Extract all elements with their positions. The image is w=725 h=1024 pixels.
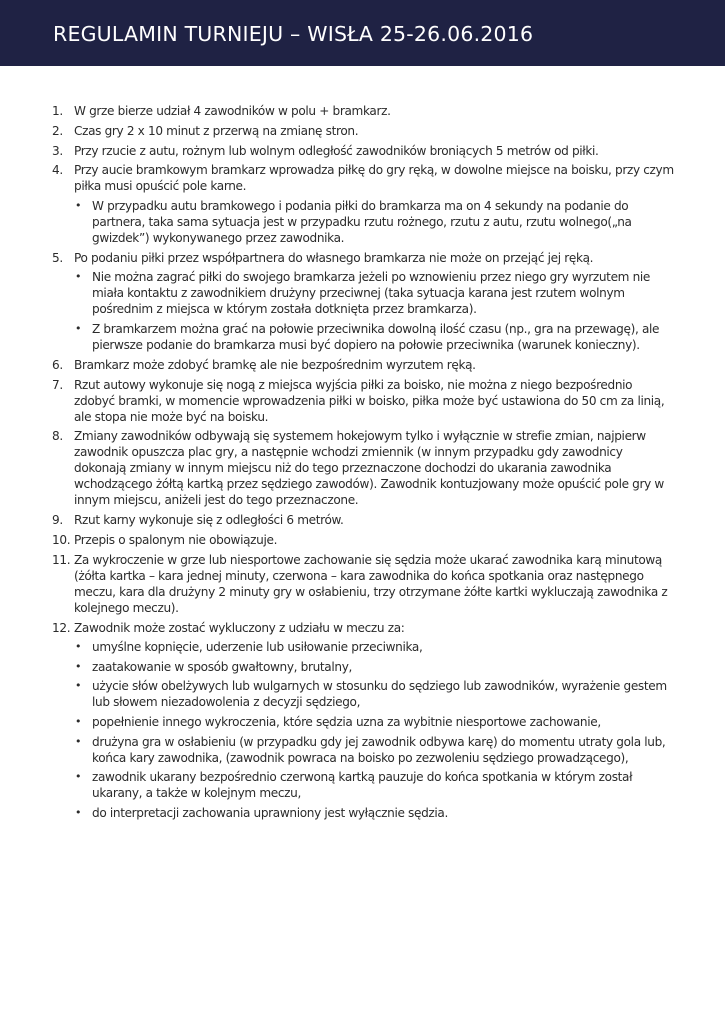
rule-number: 6.	[52, 357, 63, 372]
rule-subitem-text: Nie można zagrać piłki do swojego bramkarza jeżeli po wznowieniu przez niego gry wyrzutem nie miała kontaktu z zawodnikiem drużyny przeciwnej (taka sytuacja karana jest rzutem wolnym pośrednim z miejsca w którym została dotknięta przez bramkarza).	[92, 270, 651, 317]
rule-body	[74, 512, 674, 528]
rule-text: Przy rzucie z autu, rożnym lub wolnym odległość zawodników broniących 5 metrów od piłki.	[74, 143, 599, 158]
rule-body	[74, 620, 674, 821]
bullet-icon: •	[75, 770, 82, 784]
rule-body	[74, 162, 674, 246]
rule-item	[52, 620, 674, 821]
rule-body	[74, 532, 674, 548]
rule-item	[52, 552, 674, 616]
rule-item	[52, 428, 674, 508]
rule-text: Rzut karny wykonuje się z odległości 6 metrów.	[74, 513, 344, 528]
rule-number: 10.	[52, 532, 71, 547]
bullet-icon: •	[75, 640, 82, 654]
rule-text: Zawodnik może zostać wykluczony z udziału w meczu za:	[74, 620, 405, 635]
rule-subitem-text: zaatakowanie w sposób gwałtowny, brutalny,	[92, 659, 352, 674]
rule-body	[74, 123, 674, 139]
rule-subitem-text: umyślne kopnięcie, uderzenie lub usiłowanie przeciwnika,	[92, 640, 423, 655]
rule-text: Przy aucie bramkowym bramkarz wprowadza piłkę do gry ręką, w dowolne miejsce na boisku, przy czym piłka musi opuścić pole karne.	[74, 163, 674, 194]
bullet-icon: •	[75, 679, 82, 693]
rule-subitem-text: W przypadku autu bramkowego i podania piłki do bramkarza ma on 4 sekundy na podanie do partnera, taka sama sytuacja jest w przypadku rzutu rożnego, rzutu z autu, rzutu wolnego(„na gwizdek”) wykonywanego przez zawodnika.	[92, 198, 632, 245]
rule-subitem-text: do interpretacji zachowania uprawniony jest wyłącznie sędzia.	[92, 805, 448, 820]
rule-subitem-text: popełnienie innego wykroczenia, które sędzia uzna za wybitnie niesportowe zachowanie,	[92, 714, 601, 729]
rule-subitem	[74, 321, 674, 353]
bullet-icon: •	[75, 714, 82, 728]
rule-text: Za wykroczenie w grze lub niesportowe zachowanie się sędzia może ukarać zawodnika karą minutową (żółta kartka – kara jednej minuty, czerwona – kara zawodnika do końca spotkania oraz następnego meczu, kara dla drużyny 2 minuty gry w osłabieniu, trzy otrzymane żółte kartki wykluczają zawodnika z kolejnego meczu).	[74, 552, 668, 615]
rule-number: 3.	[52, 143, 63, 158]
rule-body	[74, 250, 674, 353]
rule-body	[74, 143, 674, 159]
rule-text: W grze bierze udział 4 zawodników w polu + bramkarz.	[74, 104, 391, 118]
bullet-icon: •	[75, 270, 82, 284]
rule-body	[74, 357, 674, 373]
rule-subitem	[74, 639, 674, 655]
rule-number: 11.	[52, 552, 71, 567]
rule-subitem	[74, 659, 674, 675]
rule-number: 12.	[52, 620, 71, 635]
rule-subitem	[74, 269, 674, 317]
rule-subitem	[74, 805, 674, 821]
rule-item	[52, 250, 674, 353]
rule-text: Zmiany zawodników odbywają się systemem hokejowym tylko i wyłącznie w strefie zmian, najpierw zawodnik opuszcza plac gry, a następnie wchodzi zmiennik (w innym przypadku gdy zawodnicy dokonają zmiany w innym miejscu niż do tego przeznaczone dochodzi do ukarania zawodnika wchodzącego żółtą kartką przez sędziego zawodów). Zawodnik kontuzjowany może opuścić pole gry w innym miejscu, aniżeli jest do tego przeznaczone.	[74, 429, 664, 508]
bullet-icon: •	[75, 198, 82, 212]
rule-item	[52, 532, 674, 548]
rule-number: 5.	[52, 250, 63, 265]
bullet-icon: •	[75, 734, 82, 748]
rule-body	[74, 377, 674, 425]
rule-subitem-text: drużyna gra w osłabieniu (w przypadku gdy jej zawodnik odbywa karę) do momentu utraty gola lub, końca kary zawodnika, (zawodnik powraca na boisko po zezwoleniu sędziego prowadzącego),	[92, 734, 666, 765]
rule-item	[52, 512, 674, 528]
bullet-icon: •	[75, 321, 82, 335]
rule-subitem	[74, 198, 674, 246]
rule-subitem	[74, 678, 674, 710]
rule-subitem	[74, 734, 674, 766]
rule-number: 2.	[52, 123, 63, 138]
rule-subitem-text: zawodnik ukarany bezpośrednio czerwoną kartką pauzuje do końca spotkania w którym został ukarany, a także w kolejnym meczu,	[92, 770, 633, 801]
rule-subitem-text: Z bramkarzem można grać na połowie przeciwnika dowolną ilość czasu (np., gra na przewagę), ale pierwsze podanie do bramkarza musi być dopiero na połowie przeciwnika (warunek konieczny).	[92, 321, 660, 352]
rule-text: Po podaniu piłki przez współpartnera do własnego bramkarza nie może on przejąć jej ręką.	[74, 250, 594, 265]
rule-subitem	[74, 714, 674, 730]
rule-item	[52, 377, 674, 425]
rule-item	[52, 357, 674, 373]
rule-text: Rzut autowy wykonuje się nogą z miejsca wyjścia piłki za boisko, nie można z niego bezpośrednio zdobyć bramki, w momencie wprowadzenia piłki w boisko, piłka może być ustawiona do 50 cm za linią, ale stopa nie może być na boisku.	[74, 377, 665, 424]
rule-item	[52, 103, 674, 119]
rule-body	[74, 103, 674, 119]
rule-number: 8.	[52, 429, 63, 444]
bullet-icon: •	[75, 659, 82, 673]
rule-subitem	[74, 769, 674, 801]
rule-number: 7.	[52, 377, 63, 392]
rule-text: Przepis o spalonym nie obowiązuje.	[74, 532, 278, 547]
page-title: REGULAMIN TURNIEJU – WISŁA 25-26.06.2016	[53, 22, 534, 46]
rule-item	[52, 143, 674, 159]
rule-number: 1.	[52, 104, 63, 118]
rule-item	[52, 162, 674, 246]
header-bar	[0, 0, 725, 66]
rule-item	[52, 123, 674, 139]
rule-number: 9.	[52, 513, 63, 528]
rule-text: Bramkarz może zdobyć bramkę ale nie bezpośrednim wyrzutem ręką.	[74, 357, 476, 372]
rule-body	[74, 428, 674, 508]
rules-list	[52, 103, 674, 825]
rule-subitem-text: użycie słów obelżywych lub wulgarnych w stosunku do sędziego lub zawodników, wyrażenie gestem lub słowem niezadowolenia z decyzji sędziego,	[92, 679, 667, 710]
bullet-icon: •	[75, 805, 82, 819]
rule-text: Czas gry 2 x 10 minut z przerwą na zmianę stron.	[74, 123, 359, 138]
rule-number: 4.	[52, 163, 63, 178]
rule-body	[74, 552, 674, 616]
